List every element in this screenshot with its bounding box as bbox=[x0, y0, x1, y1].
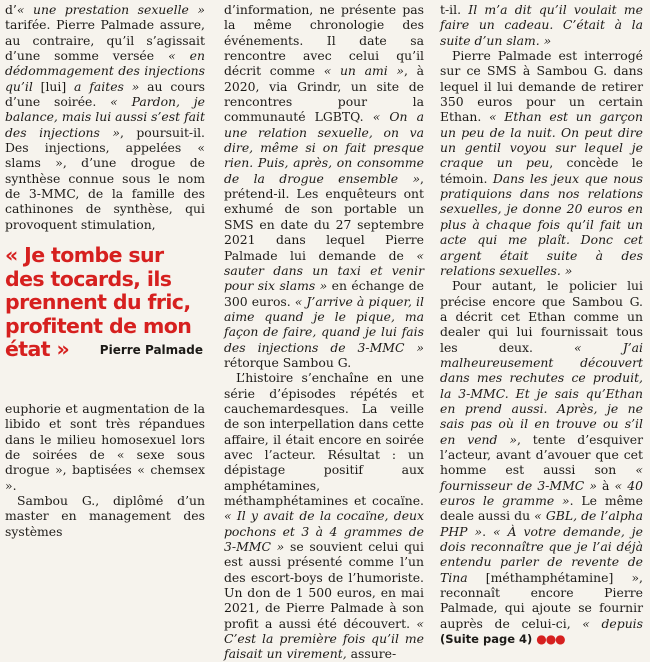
quoted-text: « un ami » bbox=[323, 63, 404, 79]
quoted-text: « sauter dans un taxi et venir pour six slams » bbox=[224, 247, 424, 294]
quoted-text: « Ethan est un garçon un peu de la nuit. On peut dire un gentil voyou sur lequel je craque un peu bbox=[440, 109, 643, 171]
body-text: , concède le témoin. bbox=[440, 155, 644, 186]
article-paragraph bbox=[224, 2, 424, 370]
article-paragraph bbox=[440, 48, 643, 278]
body-text: , prétend-il. Les enquêteurs ont exhumé de son portable un SMS en date du 27 septembre 2021 dans lequel Pierre Palmade lui demande de bbox=[224, 170, 424, 263]
pull-quote: « Je tombe sur des tocards, ils prennent du fric, profitent de mon état » bbox=[5, 243, 192, 361]
quoted-text: « C’est la première fois qu’il me faisait un virement, bbox=[224, 615, 424, 662]
body-text: Sambou G., diplômé d’un master en management des systèmes bbox=[5, 493, 205, 539]
article-paragraph bbox=[224, 370, 424, 662]
body-text: , poursuit-il. Des injections, appelées « slams », d’une drogue de synthèse connue sous le nom de 3-MMC, de la famille des cathinones de synthèse, qui provoquent stimulation, bbox=[5, 124, 205, 232]
quoted-text: « GBL, de l’alpha PHP » bbox=[440, 508, 643, 539]
quoted-text: a faites » bbox=[74, 78, 140, 94]
body-text: Pour autant, le policier lui précise encore que Sambou G. a décrit cet Ethan comme un dealer qui lui fournissait tous les deux. bbox=[440, 278, 643, 355]
body-text: [méthamphétamine] », reconnaît encore Pierre Palmade, qui ajoute se fournir auprès de celui-ci, bbox=[440, 569, 643, 631]
quoted-text: « J’ai malheureusement découvert dans mes rechutes ce produit, la 3-MMC. Et je sais qu’Ethan en prend aussi. Après, je ne sais pas où il en trouve ou s’il en vend » bbox=[440, 339, 643, 447]
article-paragraph bbox=[440, 278, 643, 647]
body-text: assure- bbox=[346, 646, 397, 662]
quoted-text: Il m’a dit qu’il voulait me faire un cadeau. C’était à la suite d’un slam. » bbox=[440, 2, 643, 48]
continuation-dots-icon: ●●● bbox=[536, 632, 565, 647]
body-text: d’information, ne présente pas la même chronologie des événements. Il date sa rencontre avec celui qu’il décrit comme bbox=[224, 2, 424, 79]
body-text: , à 2020, via Grindr, un site de rencontres pour la communauté LGBTQ. bbox=[224, 63, 424, 125]
quoted-text: « J’arrive à piquer, il aime quand je le pique, ma façon de faire, quand je lui fais des injections de 3-MMC » bbox=[224, 293, 424, 355]
continued-page-link[interactable]: (Suite page 4) bbox=[440, 632, 533, 647]
quoted-text: « en dédommagement des injections qu’il bbox=[5, 48, 205, 94]
article-column-1 bbox=[5, 2, 205, 232]
quoted-text: « depuis bbox=[582, 615, 643, 631]
article-column-2 bbox=[224, 2, 424, 662]
body-text: en échange de 300 euros. bbox=[224, 278, 424, 309]
body-text: au cours d’une soirée. bbox=[5, 78, 206, 110]
quoted-text: « À votre demande, je dois reconnaître que je l’ai déjà entendu parler de revente de Tina bbox=[440, 523, 643, 585]
body-text: . bbox=[482, 523, 493, 539]
article-paragraph bbox=[5, 493, 205, 539]
article-column-3 bbox=[440, 2, 643, 647]
article-column-1-continued bbox=[5, 401, 205, 539]
quoted-text: « une prestation sexuelle » bbox=[16, 2, 205, 17]
pull-quote-author: Pierre Palmade bbox=[99, 343, 203, 357]
article-paragraph bbox=[5, 401, 205, 493]
body-text: , tente d’esquiver l’acteur, avant d’avouer que cet homme est aussi son bbox=[440, 431, 643, 478]
body-text: rétorque Sambou G. bbox=[224, 354, 352, 370]
body-text: Pierre Palmade est interrogé sur ce SMS à Sambou G. dans lequel il lui demande de retirer 350 euros pour un certain Ethan. bbox=[440, 48, 643, 125]
body-text: d’ bbox=[5, 2, 17, 17]
article-paragraph bbox=[5, 2, 205, 232]
body-text: euphorie et augmentation de la libido et sont très répandues dans le milieu homosexuel lors de soirées de « sexe sous drogue », baptisées « chemsex ». bbox=[5, 401, 205, 493]
quoted-text: « 40 euros le gramme » bbox=[440, 477, 643, 508]
body-text: t-il. bbox=[440, 2, 469, 17]
body-text: se souvient celui qui est aussi présenté comme l’un des escort-boys de l’humoriste. Un don de 1 500 euros, en mai 2021, de Pierre Palmade à son profit a aussi été découvert. bbox=[224, 539, 424, 631]
body-text: [lui] bbox=[32, 78, 75, 94]
body-text: L’histoire s’enchaîne en une série d’épisodes répétés et cauchemardesques. La veille de son interpellation dans cette affaire, il était encore en soirée avec l’acteur. Résultat : un dépistage positif aux amphétamines, méthamphétamines et cocaïne. bbox=[224, 370, 424, 508]
quoted-text: Dans les jeux que nous pratiquions dans nos relations sexuelles, je donne 20 euros en plus à chaque fois qu’il fait un acte qui me plaît. Donc cet argent était suite à des relations sexuelles. » bbox=[440, 170, 643, 278]
body-text: . Le même deale aussi du bbox=[440, 493, 644, 524]
quoted-text: « Il y avait de la cocaïne, deux pochons et 3 à 4 grammes de 3-MMC » bbox=[224, 508, 424, 555]
quoted-text: « fournisseur de 3-MMC » bbox=[440, 462, 643, 493]
quoted-text: « On a une relation sexuelle, on va dire, même si on fait presque rien. Puis, après, on consomme de la drogue ensemble » bbox=[224, 109, 424, 186]
body-text: à bbox=[596, 477, 615, 493]
quoted-text: « Pardon, je balance, mais lui aussi s’est fait des injections » bbox=[5, 94, 205, 140]
article-paragraph bbox=[440, 2, 643, 48]
body-text: tarifée. Pierre Palmade assure, au contraire, qu’il s’agissait d’une somme versée bbox=[5, 17, 205, 64]
